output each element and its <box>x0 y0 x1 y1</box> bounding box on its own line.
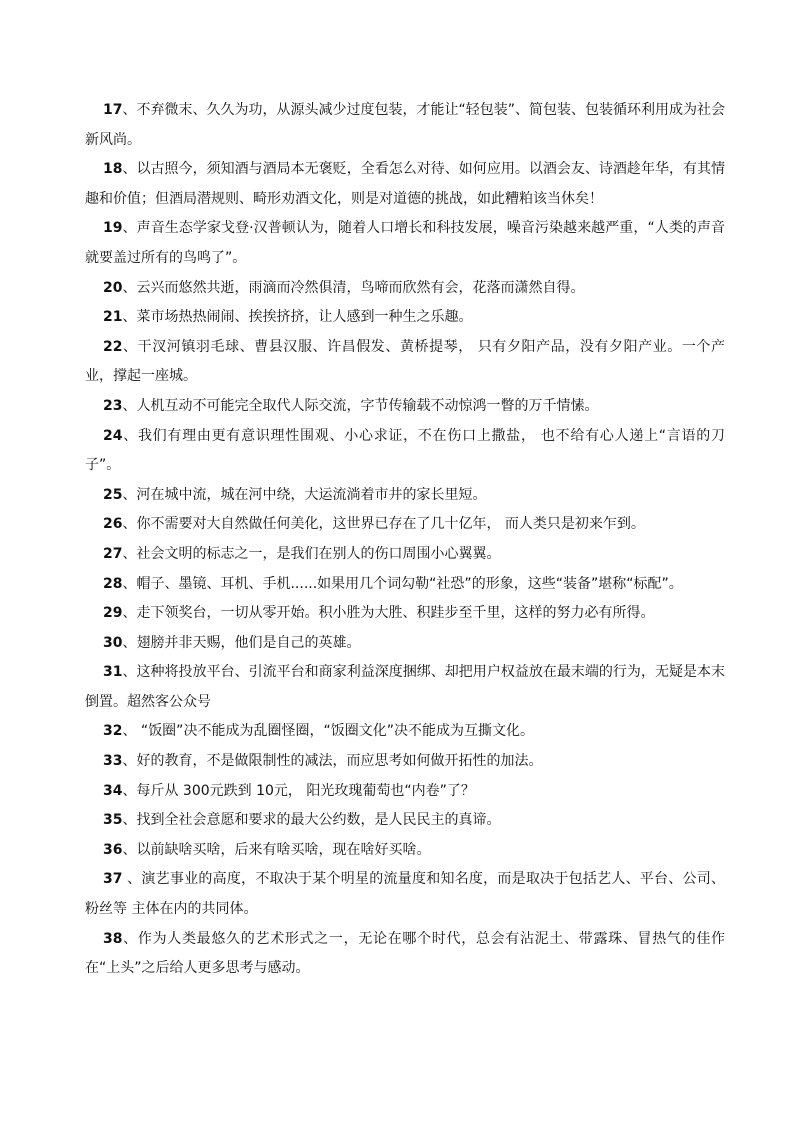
item-separator: 、 <box>122 723 137 740</box>
sentence-item <box>85 540 725 570</box>
item-text: 演艺事业的高度，不取决于某个明星的流量度和知名度，而是取决于包括艺人、平台、公司、粉丝等 主体在内的共同体。 <box>85 871 726 918</box>
item-text: 这种将投放平台、引流平台和商家利益深度捆绑、却把用户权益放在最末端的行为，无疑是本末倒置。超然客公众号 <box>85 664 726 710</box>
item-separator: 、 <box>122 634 137 651</box>
item-number: 23 <box>103 397 123 414</box>
item-separator: 、 <box>122 575 137 592</box>
item-text: “饭圈”决不能成为乱圈怪圈，“饭圈文化”决不能成为互撕文化。 <box>136 723 534 740</box>
item-text: 河在城中流，城在河中绕，大运流淌着市井的家长里短。 <box>136 486 487 503</box>
item-number: 37 <box>103 871 123 888</box>
item-number: 18 <box>103 161 123 178</box>
item-separator: 、 <box>122 427 138 444</box>
item-number: 27 <box>103 545 123 562</box>
item-text: 社会文明的标志之一，是我们在别人的伤口周围小心翼翼。 <box>136 545 501 562</box>
item-number: 22 <box>103 338 123 355</box>
item-number: 17 <box>103 102 123 118</box>
item-number: 21 <box>103 309 123 326</box>
item-text: 好的教育，不是做限制性的减法，而应思考如何做开拓性的加法。 <box>136 753 543 770</box>
item-separator: 、 <box>122 309 137 326</box>
item-separator: 、 <box>122 753 137 770</box>
sentence-item <box>85 717 725 747</box>
item-number: 26 <box>103 516 123 533</box>
item-text: 每斤从 300元跌到 10元， 阳光玫瑰葡萄也“内卷”了？ <box>136 782 475 799</box>
item-number: 30 <box>103 634 123 651</box>
sentence-item <box>85 599 725 629</box>
item-number: 31 <box>103 664 123 681</box>
item-number: 32 <box>103 723 123 740</box>
item-text: 云兴而悠然共逝，雨滴而冷然俱清，鸟啼而欣然有会，花落而潇然自得。 <box>136 279 585 296</box>
item-number: 19 <box>103 220 123 237</box>
sentence-item <box>85 806 725 836</box>
sentence-item <box>85 865 725 924</box>
item-separator: 、 <box>122 220 137 237</box>
sentence-list <box>85 96 725 984</box>
sentence-item <box>85 777 725 807</box>
sentence-item <box>85 481 725 511</box>
sentence-item <box>85 925 725 984</box>
item-separator: 、 <box>122 664 137 681</box>
item-text: 找到全社会意愿和要求的最大公约数，是人民民主的真谛。 <box>136 812 501 829</box>
item-separator: 、 <box>122 871 142 888</box>
item-number: 28 <box>103 575 123 592</box>
sentence-item <box>85 836 725 866</box>
item-number: 36 <box>103 841 123 858</box>
item-text: 翅膀并非天赐，他们是自己的英雄。 <box>136 634 361 651</box>
item-text: 干汊河镇羽毛球、曹县汉服、许昌假发、黄桥提琴， 只有夕阳产品，没有夕阳产业。一个产业，撑起一座城。 <box>85 338 726 385</box>
item-text: 不弃微末、久久为功，从源头减少过度包装，才能让“轻包装”、简包装、包装循环利用成为社会新风尚。 <box>85 102 725 148</box>
item-text: 声音生态学家戈登·汉普顿认为，随着人口增长和科技发展，噪音污染越来越严重，“人类的声音就要盖过所有的鸟鸣了”。 <box>85 220 726 266</box>
sentence-item <box>85 510 725 540</box>
sentence-item <box>85 303 725 333</box>
item-text: 帽子、墨镜、耳机、手机......如果用几个词勾勒“社恐”的形象，这些“装备”堪称“标配”。 <box>136 575 683 592</box>
item-separator: 、 <box>122 545 137 562</box>
item-text: 走下领奖台，一切从零开始。积小胜为大胜、积跬步至千里，这样的努力必有所得。 <box>136 605 655 622</box>
sentence-item <box>85 629 725 659</box>
item-number: 20 <box>103 279 123 296</box>
item-number: 34 <box>103 782 123 799</box>
sentence-item <box>85 274 725 304</box>
sentence-item <box>85 333 725 392</box>
item-text: 菜市场热热闹闹、挨挨挤挤，让人感到一种生之乐趣。 <box>136 309 473 326</box>
item-separator: 、 <box>122 841 137 858</box>
item-number: 33 <box>103 753 123 770</box>
item-number: 24 <box>103 427 123 444</box>
item-separator: 、 <box>122 338 138 355</box>
item-separator: 、 <box>122 812 137 829</box>
item-text: 你不需要对大自然做任何美化，这世界已存在了几十亿年， 而人类只是初来乍到。 <box>136 516 645 533</box>
item-number: 35 <box>103 812 123 829</box>
item-text: 人机互动不可能完全取代人际交流，字节传输载不动惊鸿一瞥的万千情愫。 <box>136 397 599 414</box>
sentence-item <box>85 392 725 422</box>
sentence-item <box>85 155 725 214</box>
sentence-item <box>85 570 725 600</box>
item-number: 29 <box>103 605 123 622</box>
sentence-item <box>85 96 725 155</box>
item-separator: 、 <box>122 782 137 799</box>
sentence-item <box>85 747 725 777</box>
item-separator: 、 <box>122 930 138 947</box>
item-separator: 、 <box>122 102 137 118</box>
item-number: 38 <box>103 930 123 947</box>
sentence-item <box>85 422 725 481</box>
item-text: 作为人类最悠久的艺术形式之一，无论在哪个时代，总会有沾泥土、带露珠、冒热气的佳作在“上头”之后给人更多思考与感动。 <box>85 930 726 977</box>
item-text: 以古照今，须知酒与酒局本无褒贬，全看怎么对待、如何应用。以酒会友、诗酒趁年华，有其情趣和价值；但酒局潜规则、畸形劝酒文化，则是对道德的挑战，如此糟粕该当休矣！ <box>85 161 726 207</box>
item-separator: 、 <box>122 279 137 296</box>
sentence-item <box>85 658 725 717</box>
item-number: 25 <box>103 486 123 503</box>
sentence-item <box>85 214 725 273</box>
item-text: 以前缺啥买啥，后来有啥买啥，现在啥好买啥。 <box>136 841 431 858</box>
item-text: 我们有理由更有意识理性围观、小心求证，不在伤口上撒盐， 也不给有心人递上“言语的刀子”。 <box>85 427 725 474</box>
item-separator: 、 <box>122 605 137 622</box>
item-separator: 、 <box>122 486 137 503</box>
item-separator: 、 <box>122 161 137 178</box>
item-separator: 、 <box>122 516 137 533</box>
item-separator: 、 <box>122 397 137 414</box>
